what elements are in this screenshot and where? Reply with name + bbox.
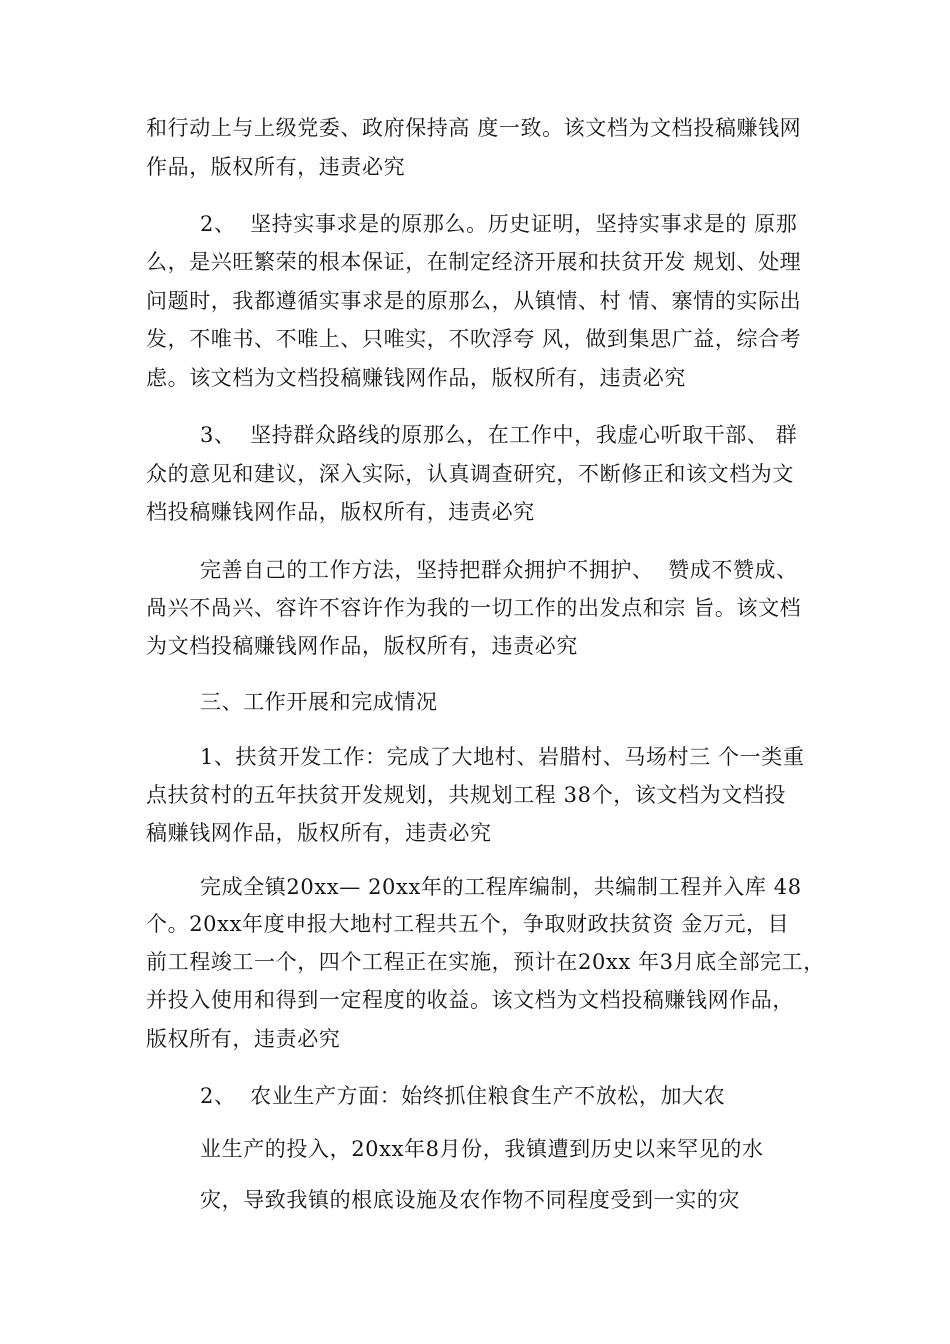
text-line: 和行动上与上级党委、政府保持高 度一致。该文档为文档投稿赚钱网: [146, 116, 802, 140]
text-line: 业生产的投入，20xx年8月份，我镇遭到历史以来罕见的水: [200, 1137, 764, 1161]
text-line: 版权所有，违责必究: [146, 1027, 341, 1051]
text-line: 点扶贫村的五年扶贫开发规划，共规划工程 38个，该文档为文档投: [146, 783, 786, 807]
text-line: 2、 坚持实事求是的原那么。历史证明，坚持实事求是的 原那: [200, 212, 798, 236]
text-line: 为文档投稿赚钱网作品，版权所有，违责必究: [146, 634, 578, 658]
text-line: 虑。该文档为文档投稿赚钱网作品，版权所有，违责必究: [146, 366, 686, 390]
text-line: 灾，导致我镇的根底设施及农作物不同程度受到一实的灾: [200, 1188, 740, 1212]
text-line: 前工程竣工一个，四个工程正在实施，预计在20xx 年3月底全部完工，: [146, 950, 825, 974]
text-line: 3、 坚持群众路线的原那么，在工作中，我虚心听取干部、 群: [200, 423, 798, 447]
text-line: 作品，版权所有，违责必究: [146, 155, 406, 179]
text-line: 完善自己的工作方法，坚持把群众拥护不拥护、 赞成不赞成、: [200, 558, 798, 582]
text-line: 众的意见和建议，深入实际，认真调查研究，不断修正和该文档为文: [146, 462, 794, 486]
text-line: 发，不唯书、不唯上、只唯实，不吹浮夸 风，做到集思广益，综合考: [146, 327, 802, 351]
text-line: 稿赚钱网作品，版权所有，违责必究: [146, 821, 492, 845]
text-line: 个。20xx年度申报大地村工程共五个，争取财政扶贫资 金万元，目: [146, 912, 790, 936]
text-line: 咼兴不咼兴、容许不容许作为我的一切工作的出发点和宗 旨。该文档: [146, 596, 802, 620]
text-line: 并投入使用和得到一定程度的收益。该文档为文档投稿赚钱网作品，: [146, 988, 794, 1012]
text-line: 问题时，我都遵循实事求是的原那么，从镇情、村 情、寨情的实际出: [146, 289, 802, 313]
text-line: 2、 农业生产方面：始终抓住粮食生产不放松，加大农: [200, 1084, 726, 1108]
text-line: 么，是兴旺繁荣的根本保证，在制定经济开展和扶贫开发 规划、处理: [146, 250, 802, 274]
text-line: 完成全镇20xx— 20xx年的工程库编制，共编制工程并入库 48: [200, 875, 802, 899]
section-heading: 三、工作开展和完成情况: [200, 690, 438, 714]
text-line: 1、扶贫开发工作：完成了大地村、岩腊村、马场村三 个一类重: [200, 745, 805, 769]
text-line: 档投稿赚钱网作品，版权所有，违责必究: [146, 500, 535, 524]
